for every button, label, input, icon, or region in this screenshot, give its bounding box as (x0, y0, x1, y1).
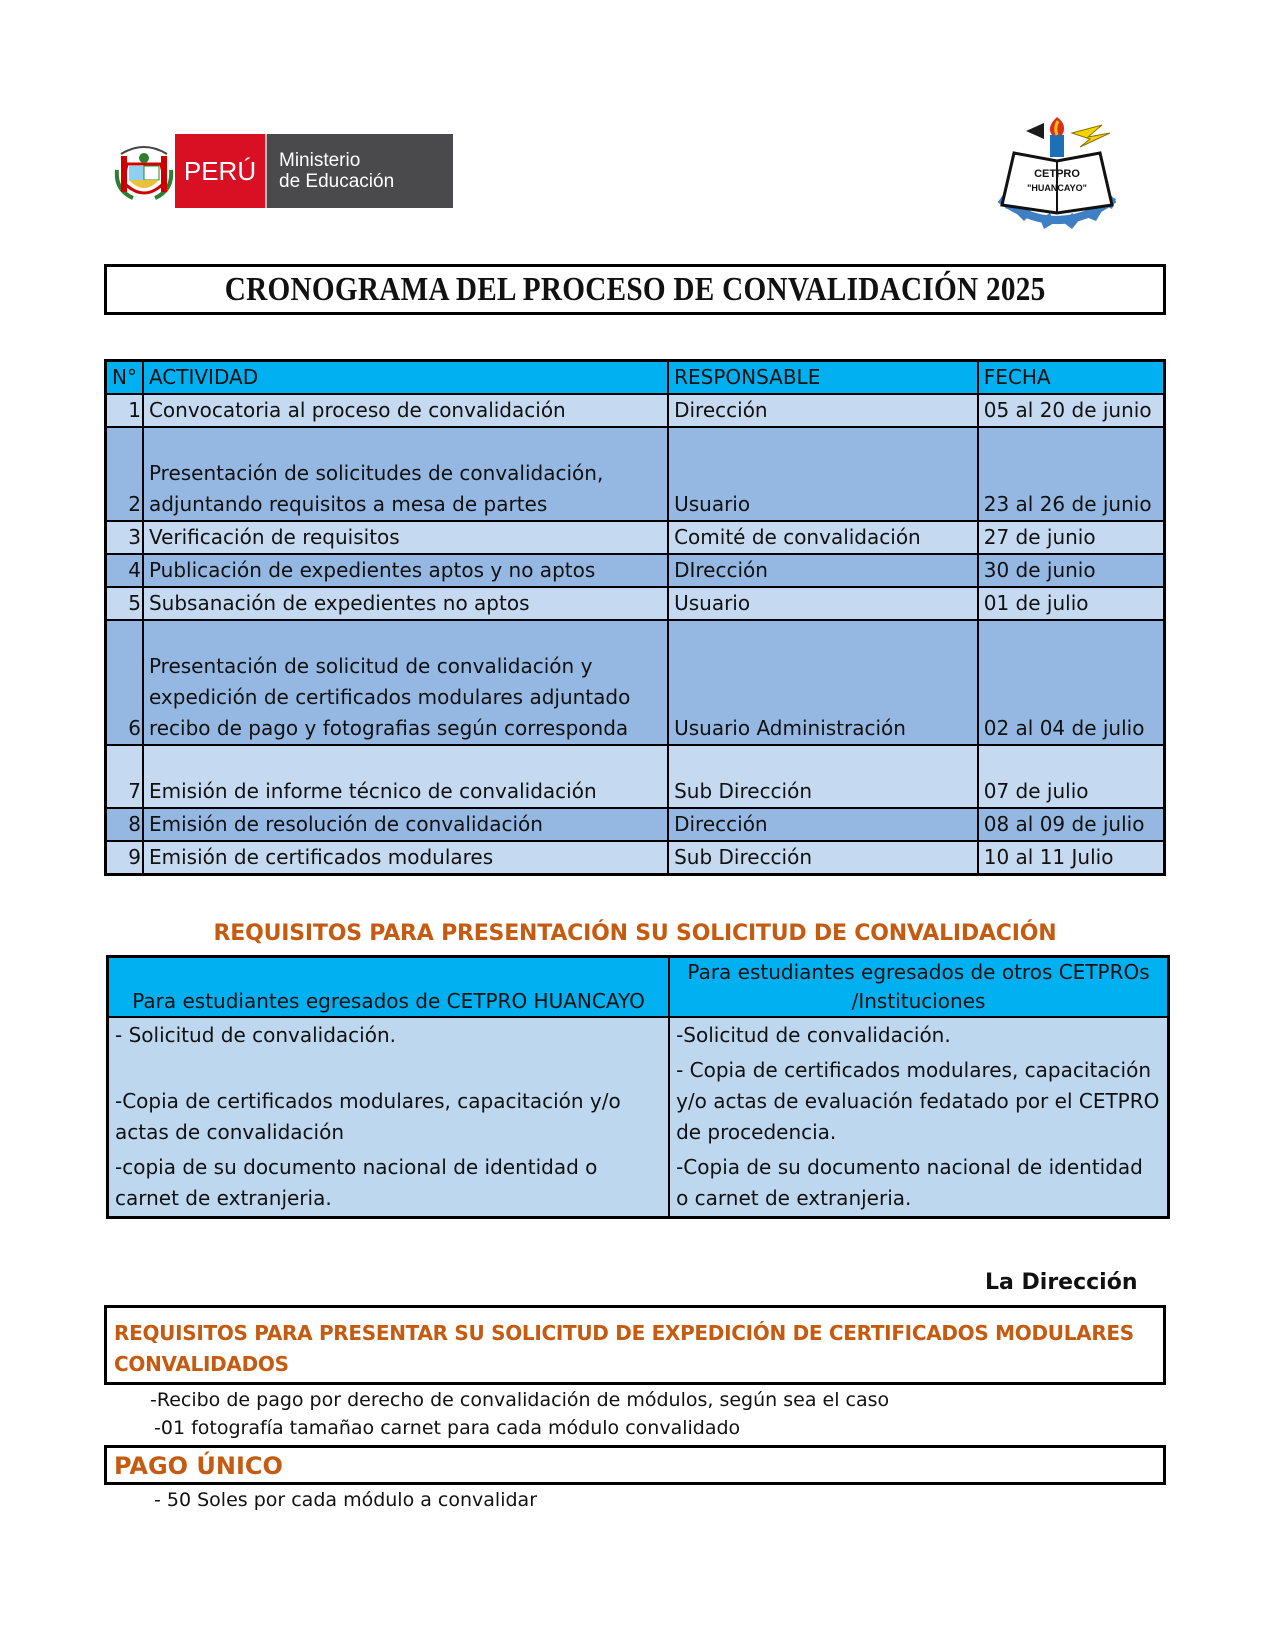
col2-header-line2: /Instituciones (851, 989, 986, 1013)
row-activity (143, 620, 668, 745)
row-number: 9 (106, 841, 143, 875)
header-date: FECHA (978, 361, 1165, 395)
row-number: 8 (106, 808, 143, 841)
pago-title: PAGO ÚNICO (114, 1452, 283, 1480)
ministry-line2: de Educación (279, 171, 395, 192)
schedule-row (106, 587, 1165, 620)
activity-line: Presentación de solicitudes de convalidación, (148, 461, 604, 485)
row-activity (143, 808, 668, 841)
requisitos-row (108, 1053, 1169, 1150)
row-responsible: DIrección (668, 554, 978, 587)
row-activity (143, 521, 668, 554)
row-date: 01 de julio (978, 587, 1165, 620)
row-responsible: Usuario Administración (668, 620, 978, 745)
minedu-logo (113, 134, 453, 208)
requisitos-row (108, 1017, 1169, 1053)
row-responsible: Dirección (668, 394, 978, 427)
requisitos-cell: - Copia de certificados modulares, capacitación y/o actas de evaluación fedatado por el CETPRO de procedencia. (669, 1053, 1168, 1150)
cetpro-city: "HUANCAYO" (1027, 183, 1087, 193)
activity-line: Subsanación de expedientes no aptos (148, 591, 530, 615)
ministry-line1: Ministerio (279, 150, 361, 171)
row-number: 5 (106, 587, 143, 620)
row-date: 30 de junio (978, 554, 1165, 587)
schedule-row (106, 620, 1165, 745)
coat-of-arms-icon (113, 134, 175, 208)
schedule-row (106, 808, 1165, 841)
activity-line (149, 746, 662, 776)
activity-line (149, 621, 662, 651)
row-responsible: Usuario (668, 427, 978, 521)
requisitos-col2-header (669, 957, 1168, 1018)
row-responsible: Comité de convalidación (668, 521, 978, 554)
requisitos-cell: -copia de su documento nacional de identidad o carnet de extranjeria. (108, 1150, 670, 1218)
row-activity (143, 427, 668, 521)
activity-line: Emisión de certificados modulares (148, 845, 494, 869)
activity-line: adjuntando requisitos a mesa de partes (148, 492, 548, 516)
row-activity (143, 841, 668, 875)
expedicion-item: -01 fotografía tamañao carnet para cada módulo convalidado (154, 1417, 741, 1439)
schedule-row (106, 745, 1165, 808)
row-date: 07 de julio (978, 745, 1165, 808)
row-activity (143, 745, 668, 808)
activity-line: recibo de pago y fotografias según corresponda (148, 716, 629, 740)
peru-label: PERÚ (175, 134, 265, 208)
requisitos-cell: -Copia de certificados modulares, capacitación y/o actas de convalidación (108, 1053, 670, 1150)
ministry-label (265, 134, 453, 208)
schedule-row (106, 394, 1165, 427)
activity-line (149, 428, 662, 458)
requisitos-cell: - Solicitud de convalidación. (108, 1017, 670, 1053)
row-activity (143, 554, 668, 587)
row-activity (143, 587, 668, 620)
row-date: 10 al 11 Julio (978, 841, 1165, 875)
activity-line: Emisión de informe técnico de convalidación (148, 779, 597, 803)
row-date: 05 al 20 de junio (978, 394, 1165, 427)
signature: La Dirección (985, 1270, 1138, 1295)
cetpro-logo-icon (992, 113, 1122, 231)
requisitos-header-row (108, 957, 1169, 1018)
schedule-row (106, 554, 1165, 587)
requisitos-cell: -Solicitud de convalidación. (669, 1017, 1168, 1053)
row-date: 08 al 09 de julio (978, 808, 1165, 841)
row-date: 02 al 04 de julio (978, 620, 1165, 745)
row-number: 6 (106, 620, 143, 745)
row-number: 2 (106, 427, 143, 521)
schedule-table (104, 359, 1166, 876)
requisitos-row (108, 1150, 1169, 1218)
title-box (104, 264, 1166, 315)
requisitos-col1-header (108, 957, 670, 1018)
pago-detail: - 50 Soles por cada módulo a convalidar (154, 1489, 538, 1511)
expedicion-box (104, 1305, 1166, 1385)
activity-line: Convocatoria al proceso de convalidación (148, 398, 566, 422)
row-date: 23 al 26 de junio (978, 427, 1165, 521)
page-title: CRONOGRAMA DEL PROCESO DE CONVALIDACIÓN 2025 (224, 270, 1046, 308)
row-number: 7 (106, 745, 143, 808)
schedule-header-row (106, 361, 1165, 395)
row-responsible: Dirección (668, 808, 978, 841)
row-date: 27 de junio (978, 521, 1165, 554)
col2-header-line1: Para estudiantes egresados de otros CETPROs (687, 960, 1150, 984)
schedule-row (106, 841, 1165, 875)
activity-line: Emisión de resolución de convalidación (148, 812, 543, 836)
activity-line: Verificación de requisitos (148, 525, 400, 549)
cetpro-name: CETPRO (1034, 168, 1080, 180)
header-responsible: RESPONSABLE (668, 361, 978, 395)
row-number: 1 (106, 394, 143, 427)
requisitos-heading: REQUISITOS PARA PRESENTACIÓN SU SOLICITUD DE CONVALIDACIÓN (213, 921, 1057, 946)
col1-header-text: Para estudiantes egresados de CETPRO HUANCAYO (132, 989, 645, 1013)
expedicion-title: REQUISITOS PARA PRESENTAR SU SOLICITUD DE EXPEDICIÓN DE CERTIFICADOS MODULARES CONVALIDADOS (114, 1321, 1134, 1376)
expedicion-item: -Recibo de pago por derecho de convalidación de módulos, según sea el caso (150, 1389, 890, 1411)
schedule-row (106, 427, 1165, 521)
activity-line: expedición de certificados modulares adjuntado (148, 685, 631, 709)
row-responsible: Usuario (668, 587, 978, 620)
schedule-body (106, 394, 1165, 875)
row-number: 3 (106, 521, 143, 554)
header-activity: ACTIVIDAD (143, 361, 668, 395)
row-number: 4 (106, 554, 143, 587)
requisitos-cell: -Copia de su documento nacional de identidad o carnet de extranjeria. (669, 1150, 1168, 1218)
schedule-row (106, 521, 1165, 554)
row-responsible: Sub Dirección (668, 745, 978, 808)
requisitos-table (106, 955, 1170, 1219)
row-activity (143, 394, 668, 427)
pago-box (104, 1445, 1166, 1485)
row-responsible: Sub Dirección (668, 841, 978, 875)
activity-line: Publicación de expedientes aptos y no aptos (148, 558, 596, 582)
activity-line: Presentación de solicitud de convalidación y (148, 654, 593, 678)
header-num: N° (106, 361, 143, 395)
